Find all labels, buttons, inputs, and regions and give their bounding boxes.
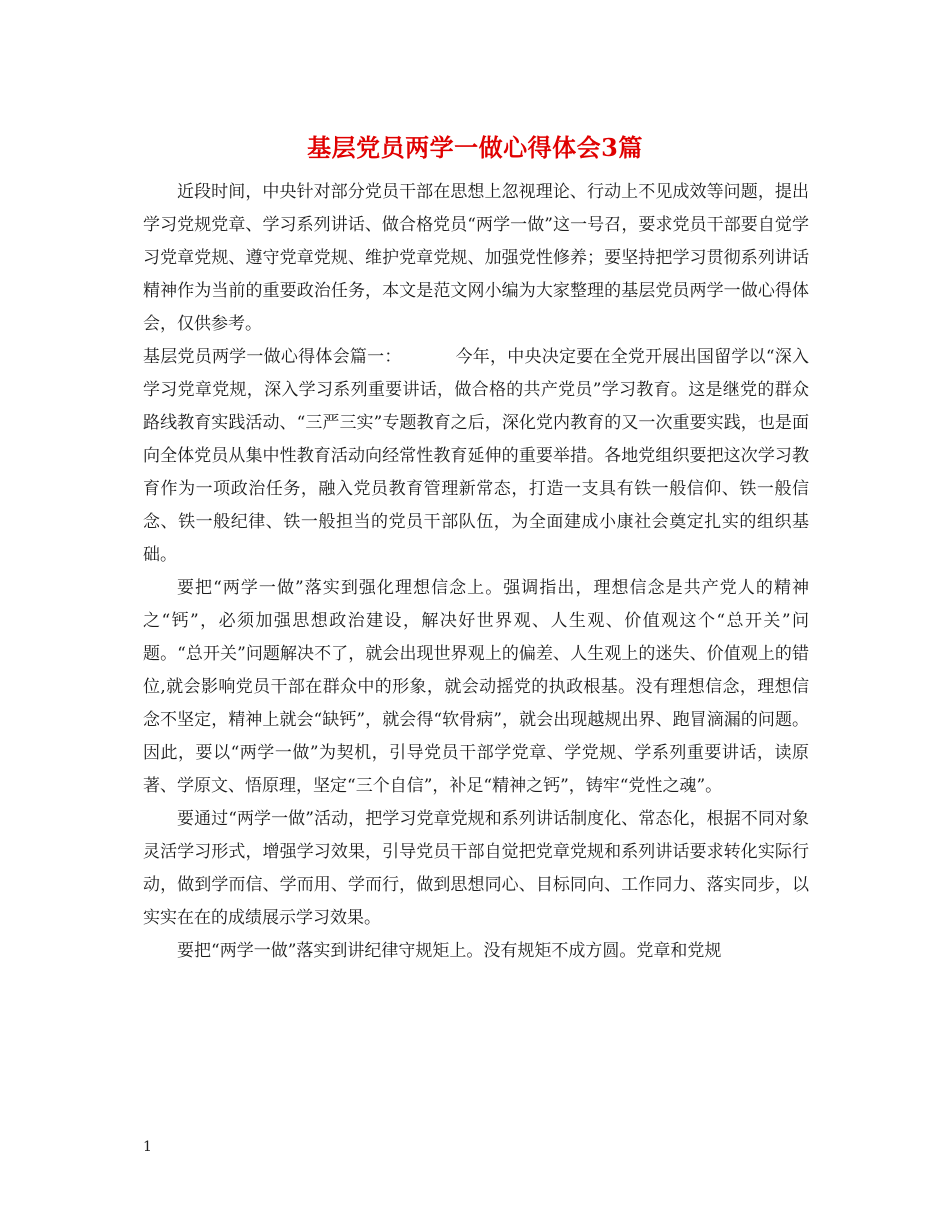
ideals-paragraph: 要把“两学一做”落实到强化理想信念上。强调指出，理想信念是共产党人的精神之“钙”，必须加强思想政治建设，解决好世界观、人生观、价值观这个“总开关”问题。“总开关”问题解决不了，就会出现世界观上的偏差、人生观上的迷失、价值观上的错位,就会影响党员干部在群众中的形象，就会动摇党的执政根基。没有理想信念，理想信念不坚定，精神上就会“缺钙”，就会得“软骨病”，就会出现越规出界、跑冒滴漏的问题。因此，要以“两学一做”为契机，引导党员干部学党章、学党规、学系列重要讲话，读原著、学原文、悟原理，坚定“三个自信”，补足“精神之钙”，铸牢“党性之魂”。 xyxy=(143,578,809,796)
document-title: 基层党员两学一做心得体会3篇 xyxy=(307,133,643,162)
intro-paragraph: 近段时间，中央针对部分党员干部在思想上忽视理论、行动上不见成效等问题，提出学习党规党章、学习系列讲话、做合格党员“两学一做”这一号召，要求党员干部要自觉学习党章党规、遵守党章党规、维护党章党规、加强党性修养；要坚持把学习贯彻系列讲话精神作为当前的重要政治任务，本文是范文网小编为大家整理的基层党员两学一做心得体会，仅供参考。 xyxy=(143,182,809,334)
section-one-label: 基层党员两学一做心得体会篇一： xyxy=(143,347,402,367)
discipline-paragraph: 要把“两学一做”落实到讲纪律守规矩上。没有规矩不成方圆。党章和党规 xyxy=(177,941,722,961)
section-one-paragraph xyxy=(143,341,809,572)
document-body xyxy=(143,176,809,968)
section-one-text: 今年，中央决定要在全党开展出国留学以“深入学习党章党规，深入学习系列重要讲话，做合格的共产党员”学习教育。这是继党的群众路线教育实践活动、“三严三实”专题教育之后，深化党内教育的又一次重要实践，也是面向全体党员从集中性教育活动向经常性教育延伸的重要举措。各地党组织要把这次学习教育作为一项政治任务，融入党员教育管理新常态，打造一支具有铁一般信仰、铁一般信念、铁一般纪律、铁一般担当的党员干部队伍，为全面建成小康社会奠定扎实的组织基础。 xyxy=(143,347,809,565)
institutionalize-paragraph: 要通过“两学一做”活动，把学习党章党规和系列讲话制度化、常态化，根据不同对象灵活学习形式，增强学习效果，引导党员干部自觉把党章党规和系列讲话要求转化实际行动，做到学而信、学而用、学而行，做到思想同心、目标同向、工作同力、落实同步，以实实在在的成绩展示学习效果。 xyxy=(143,809,809,928)
page-number: 1 xyxy=(143,1139,152,1155)
